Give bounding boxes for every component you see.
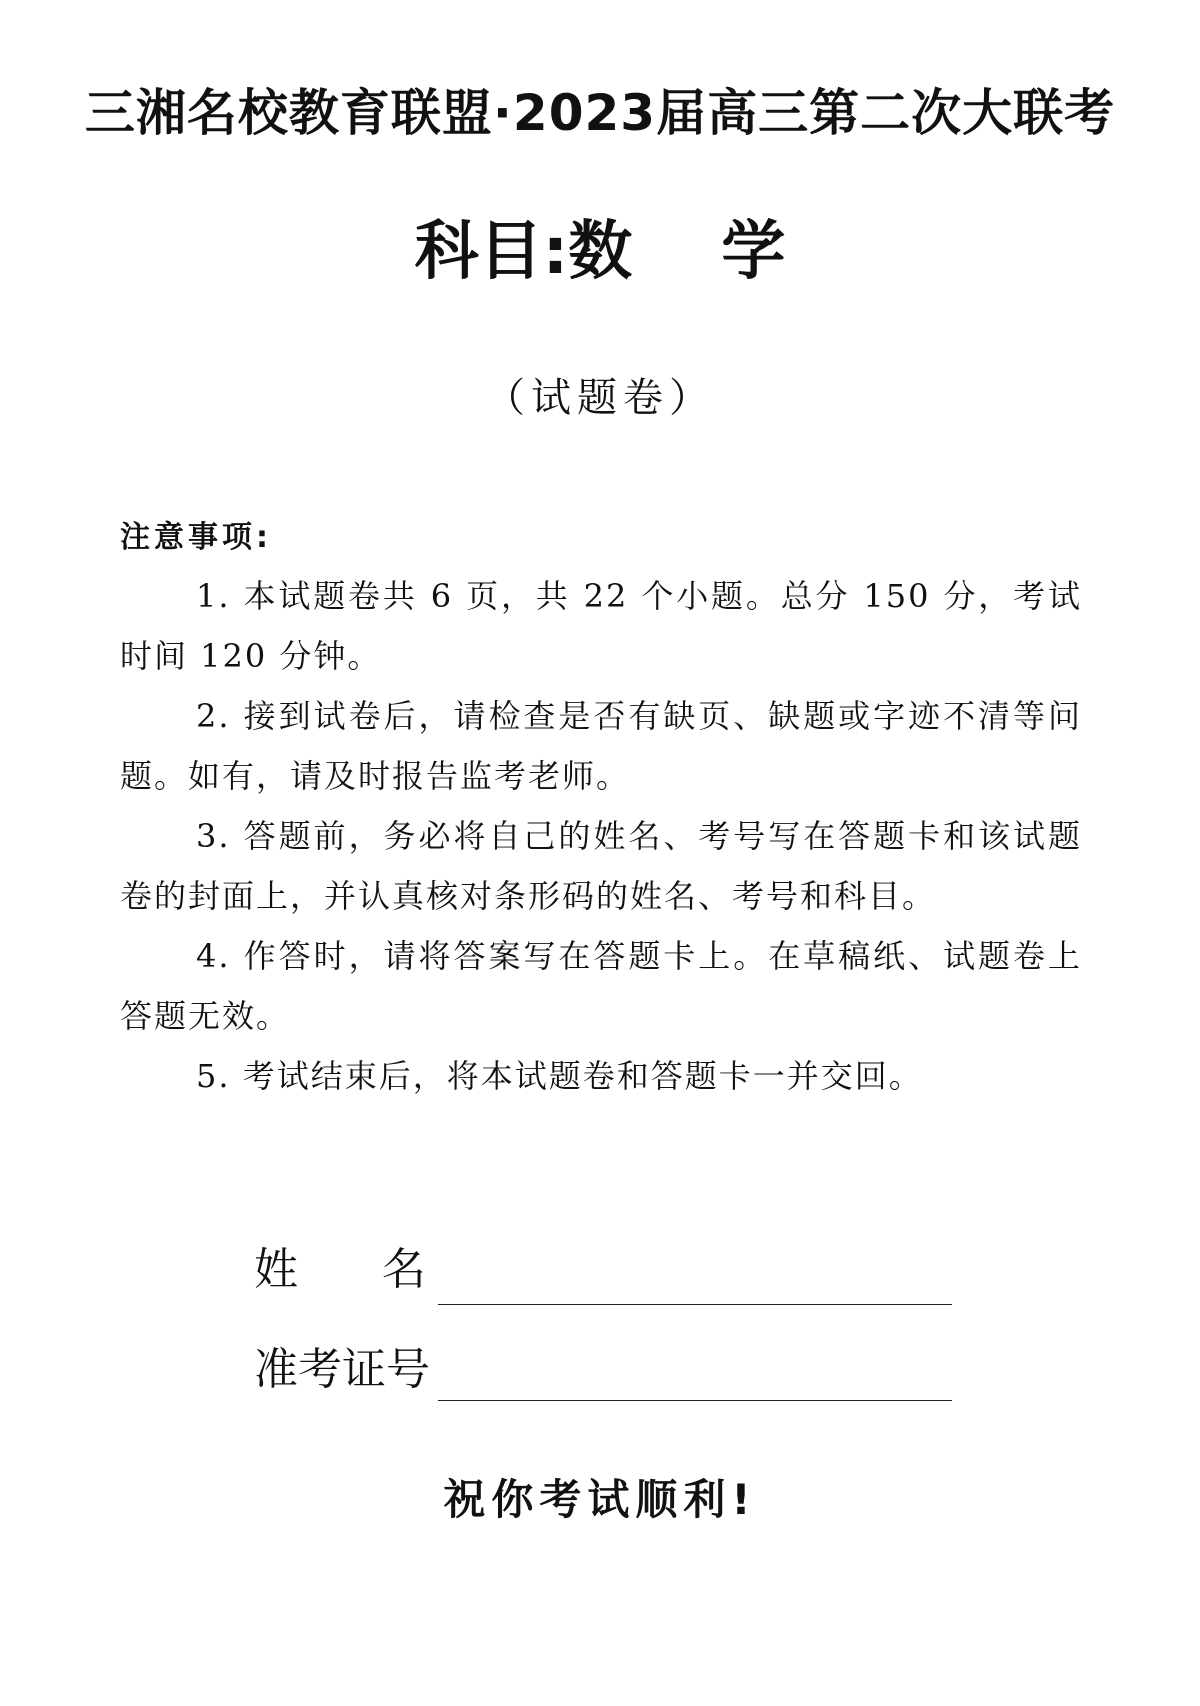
name-field-label: 姓 名 [254,1244,426,1295]
notes-list [120,566,1082,1106]
exam-id-field-line[interactable] [438,1400,952,1401]
notes-heading: 注意事项: [120,520,272,555]
note-item: 1. 本试题卷共 6 页，共 22 个小题。总分 150 分，考试时间 120 分钟。 [120,577,1082,675]
good-luck-message: 祝你考试顺利! [443,1475,757,1524]
note-item: 3. 答题前，务必将自己的姓名、考号写在答题卡和该试题卷的封面上，并认真核对条形码的姓名、考号和科目。 [120,817,1082,915]
name-field-line[interactable] [438,1304,952,1305]
paper-type-label: （试题卷） [485,375,715,421]
exam-id-field-label: 准考证号 [254,1344,430,1395]
note-item: 4. 作答时，请将答案写在答题卡上。在草稿纸、试题卷上答题无效。 [120,937,1082,1035]
note-item: 5. 考试结束后，将本试题卷和答题卡一并交回。 [196,1057,923,1095]
note-item: 2. 接到试卷后，请检查是否有缺页、缺题或字迹不清等问题。如有，请及时报告监考老师。 [120,697,1082,795]
subject-heading: 科目:数 学 [414,215,786,289]
exam-title: 三湘名校教育联盟·2023届高三第二次大联考 [84,84,1116,142]
